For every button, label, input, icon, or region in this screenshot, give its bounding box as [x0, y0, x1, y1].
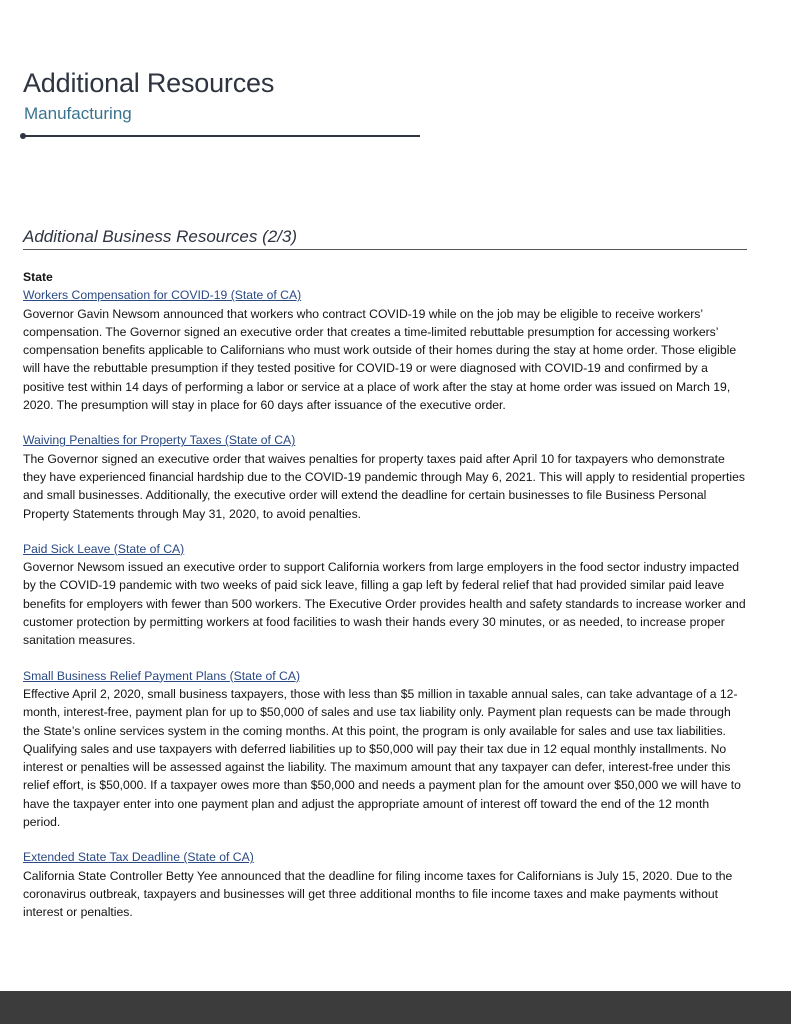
- resource-link-paid-sick-leave[interactable]: Paid Sick Leave (State of CA): [23, 541, 185, 556]
- footer-bar: [0, 991, 791, 1024]
- resource-item: [23, 286, 747, 414]
- resource-description: Governor Newsom issued an executive order to support California workers from large employers in the food sector industry impacted by the COVID-19 pandemic with two weeks of paid sick leave, filling a gap left by federal relief that had provided similar paid leave benefits for employers with fewer than 500 workers. The Executive Order provides health and safety standards to increase worker and customer protection by permitting workers at food facilities to wash their hands every 30 minutes, or as needed, to increase proper sanitation measures.: [23, 560, 746, 648]
- resource-item: [23, 667, 747, 832]
- page-title: Additional Resources: [23, 68, 275, 98]
- resource-description: Effective April 2, 2020, small business taxpayers, those with less than $5 million in taxable annual sales, can take advantage of a 12-month, interest-free, payment plan for up to $50,000 of sales and use tax liability only. Payment plan requests can be made through the State’s online services system in the coming months. At this point, the program is only available for sales and use tax liabilities. Qualifying sales and use taxpayers with deferred liabilities up to $50,000 will pay their tax due in 12 equal monthly installments. No interest or penalties will be assessed against the liability. The maximum amount that any taxpayer can defer, interest-free under this relief effort, is $50,000. If a taxpayer owes more than $50,000 and needs a payment plan for the amount over $50,000 we will have to have the taxpayer enter into one payment plan and adjust the appropriate amount of interest off toward the end of the 12 month period.: [23, 686, 741, 830]
- resource-content: [23, 268, 747, 939]
- resource-link-workers-compensation[interactable]: Workers Compensation for COVID-19 (State of CA): [23, 288, 302, 303]
- resource-description: California State Controller Betty Yee announced that the deadline for filing income taxes for Californians is July 15, 2020. Due to the coronavirus outbreak, taxpayers and businesses will get three additional months to file income taxes and make payments without interest or penalties.: [23, 868, 733, 920]
- resource-description: The Governor signed an executive order that waives penalties for property taxes paid after April 10 for taxpayers who demonstrate they have experienced financial hardship due to the COVID-19 pandemic through May 6, 2021. This will apply to residential properties and small businesses. Additionally, the executive order will extend the deadline for certain businesses to file Business Personal Property Statements through May 31, 2020, to avoid penalties.: [23, 451, 745, 521]
- page-subtitle: Manufacturing: [24, 104, 132, 123]
- resource-item: [23, 431, 747, 522]
- resource-item: [23, 540, 747, 650]
- divider-line: [23, 135, 420, 137]
- resource-link-payment-plans[interactable]: Small Business Relief Payment Plans (State of CA): [23, 668, 301, 683]
- section-heading: Additional Business Resources (2/3): [23, 227, 298, 246]
- resource-description: Governor Gavin Newsom announced that workers who contract COVID-19 while on the job may be eligible to receive workers’ compensation. The Governor signed an executive order that creates a time-limited rebuttable presumption for accessing workers’ compensation benefits applicable to Californians who must work outside of their homes during the stay at home order. Those eligible will have the rebuttable presumption if they tested positive for COVID-19 or were diagnosed with COVID-19 and confirmed by a positive test within 14 days of performing a labor or service at a place of work after the stay at home order was issued on March 19, 2020. The presumption will stay in place for 60 days after issuance of the executive order.: [23, 306, 737, 413]
- resource-item: [23, 848, 747, 921]
- section-divider: [23, 249, 747, 250]
- group-label: State: [23, 270, 53, 284]
- resource-link-tax-deadline[interactable]: Extended State Tax Deadline (State of CA): [23, 850, 254, 865]
- title-divider: [20, 133, 420, 139]
- resource-link-property-taxes[interactable]: Waiving Penalties for Property Taxes (State of CA): [23, 433, 296, 448]
